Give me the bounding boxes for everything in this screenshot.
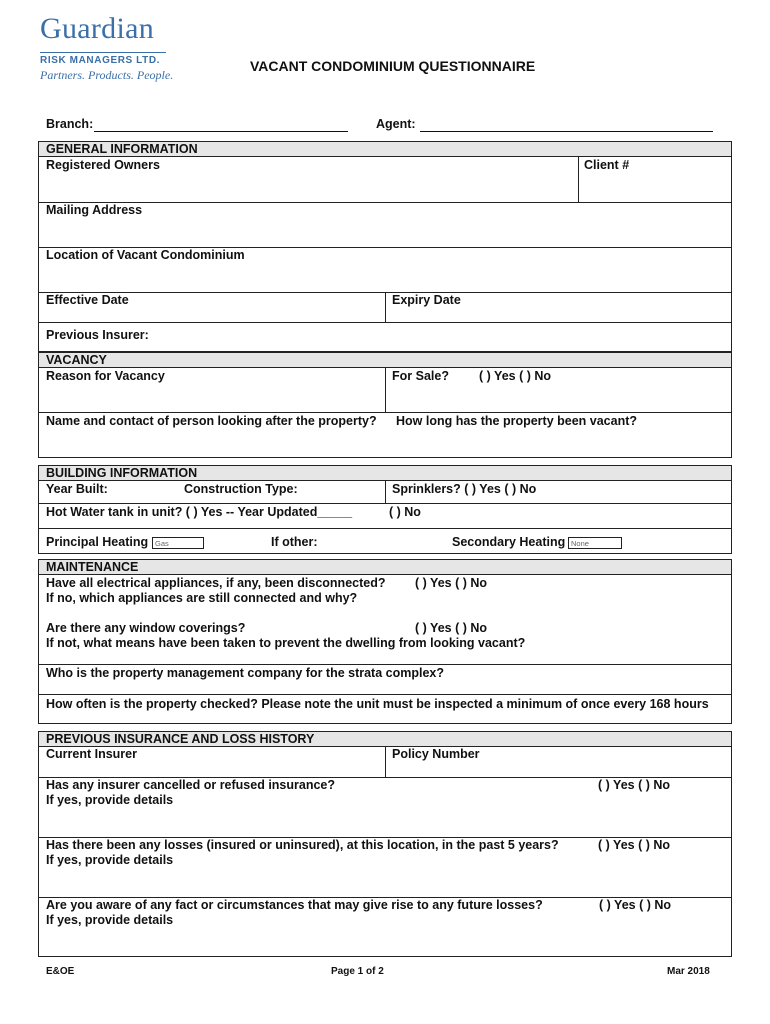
losses-question: Has there been any losses (insured or uninsured), at this location, in the past 5 years?	[46, 838, 559, 852]
sprinklers-label[interactable]: Sprinklers? ( ) Yes ( ) No	[392, 482, 537, 496]
reason-field[interactable]	[40, 386, 383, 410]
reason-label: Reason for Vacancy	[46, 369, 165, 383]
cancelled-question: Has any insurer cancelled or refused insurance?	[46, 778, 336, 792]
history-header: PREVIOUS INSURANCE AND LOSS HISTORY	[46, 732, 315, 746]
maintenance-header: MAINTENANCE	[46, 560, 139, 574]
losses-options[interactable]: ( ) Yes ( ) No	[598, 838, 671, 852]
mailing-address-label: Mailing Address	[46, 203, 143, 217]
property-management-question: Who is the property management company for the strata complex?	[46, 666, 444, 680]
vacancy-header: VACANCY	[46, 353, 107, 367]
footer-eoe: E&OE	[46, 966, 75, 977]
previous-insurer-field[interactable]	[160, 326, 730, 348]
window-coverings-field[interactable]	[40, 651, 730, 663]
registered-owners-label: Registered Owners	[46, 158, 160, 172]
expiry-date-label: Expiry Date	[392, 293, 461, 307]
policy-number-field[interactable]	[387, 762, 730, 775]
expiry-date-field[interactable]	[387, 308, 730, 321]
if-other-label: If other:	[271, 535, 318, 549]
property-management-field[interactable]	[40, 681, 730, 693]
appliances-field[interactable]	[40, 606, 730, 618]
window-coverings-question: Are there any window coverings?	[46, 621, 246, 635]
effective-date-field[interactable]	[40, 308, 383, 321]
general-header: GENERAL INFORMATION	[46, 142, 198, 156]
inspection-frequency-question: How often is the property checked? Please note the unit must be inspected a minimum of once every 168 hours	[46, 697, 709, 711]
appliances-question: Have all electrical appliances, if any, been disconnected?	[46, 576, 386, 590]
footer-page-number: Page 1 of 2	[331, 966, 384, 977]
for-sale-label: For Sale?	[392, 369, 449, 383]
building-header: BUILDING INFORMATION	[46, 466, 198, 480]
appliances-followup: If no, which appliances are still connected and why?	[46, 591, 358, 605]
secondary-heating-label: Secondary Heating	[452, 535, 566, 549]
how-long-field[interactable]	[390, 431, 730, 455]
logo	[38, 10, 173, 85]
cancelled-details-field[interactable]	[40, 809, 730, 835]
current-insurer-field[interactable]	[40, 762, 383, 775]
future-losses-details-field[interactable]	[40, 929, 730, 955]
window-coverings-followup: If not, what means have been taken to prevent the dwelling from looking vacant?	[46, 636, 526, 650]
page-title: VACANT CONDOMINIUM QUESTIONNAIRE	[250, 58, 536, 74]
logo-tagline: Partners. Products. People.	[40, 68, 174, 82]
effective-date-label: Effective Date	[46, 293, 129, 307]
logo-name: Guardian	[40, 12, 155, 45]
hot-water-no[interactable]: ( ) No	[389, 505, 421, 519]
branch-label: Branch:	[46, 117, 94, 131]
agent-field[interactable]	[420, 131, 713, 132]
cancelled-followup: If yes, provide details	[46, 793, 174, 807]
contact-label: Name and contact of person looking after the property?	[46, 414, 377, 428]
losses-followup: If yes, provide details	[46, 853, 174, 867]
window-coverings-options[interactable]: ( ) Yes ( ) No	[415, 621, 488, 635]
registered-owners-field[interactable]	[40, 175, 576, 200]
appliances-options[interactable]: ( ) Yes ( ) No	[415, 576, 488, 590]
construction-type-label: Construction Type:	[184, 482, 298, 496]
client-number-field[interactable]	[580, 175, 730, 200]
policy-number-label: Policy Number	[392, 747, 480, 761]
hot-water-label[interactable]: Hot Water tank in unit? ( ) Yes -- Year Updated_____	[46, 505, 353, 519]
location-field[interactable]	[40, 265, 730, 290]
branch-field[interactable]	[94, 131, 348, 132]
principal-heating-label: Principal Heating	[46, 535, 149, 549]
footer-date: Mar 2018	[667, 966, 710, 977]
contact-field[interactable]	[40, 431, 383, 455]
secondary-heating-select[interactable]: None	[568, 537, 622, 549]
losses-details-field[interactable]	[40, 869, 730, 895]
logo-rule	[40, 52, 166, 53]
how-long-label: How long has the property been vacant?	[396, 414, 638, 428]
logo-sub: RISK MANAGERS LTD.	[40, 55, 161, 66]
location-label: Location of Vacant Condominium	[46, 248, 245, 262]
principal-heating-select[interactable]: Gas	[152, 537, 204, 549]
mailing-address-field[interactable]	[40, 220, 730, 245]
agent-label: Agent:	[376, 117, 416, 131]
previous-insurer-label: Previous Insurer:	[46, 328, 149, 342]
cancelled-options[interactable]: ( ) Yes ( ) No	[598, 778, 671, 792]
client-number-label: Client #	[584, 158, 630, 172]
year-built-label: Year Built:	[46, 482, 108, 496]
future-losses-question: Are you aware of any fact or circumstances that may give rise to any future losses?	[46, 898, 543, 912]
for-sale-options[interactable]: ( ) Yes ( ) No	[479, 369, 552, 383]
future-losses-options[interactable]: ( ) Yes ( ) No	[599, 898, 672, 912]
current-insurer-label: Current Insurer	[46, 747, 137, 761]
future-losses-followup: If yes, provide details	[46, 913, 174, 927]
